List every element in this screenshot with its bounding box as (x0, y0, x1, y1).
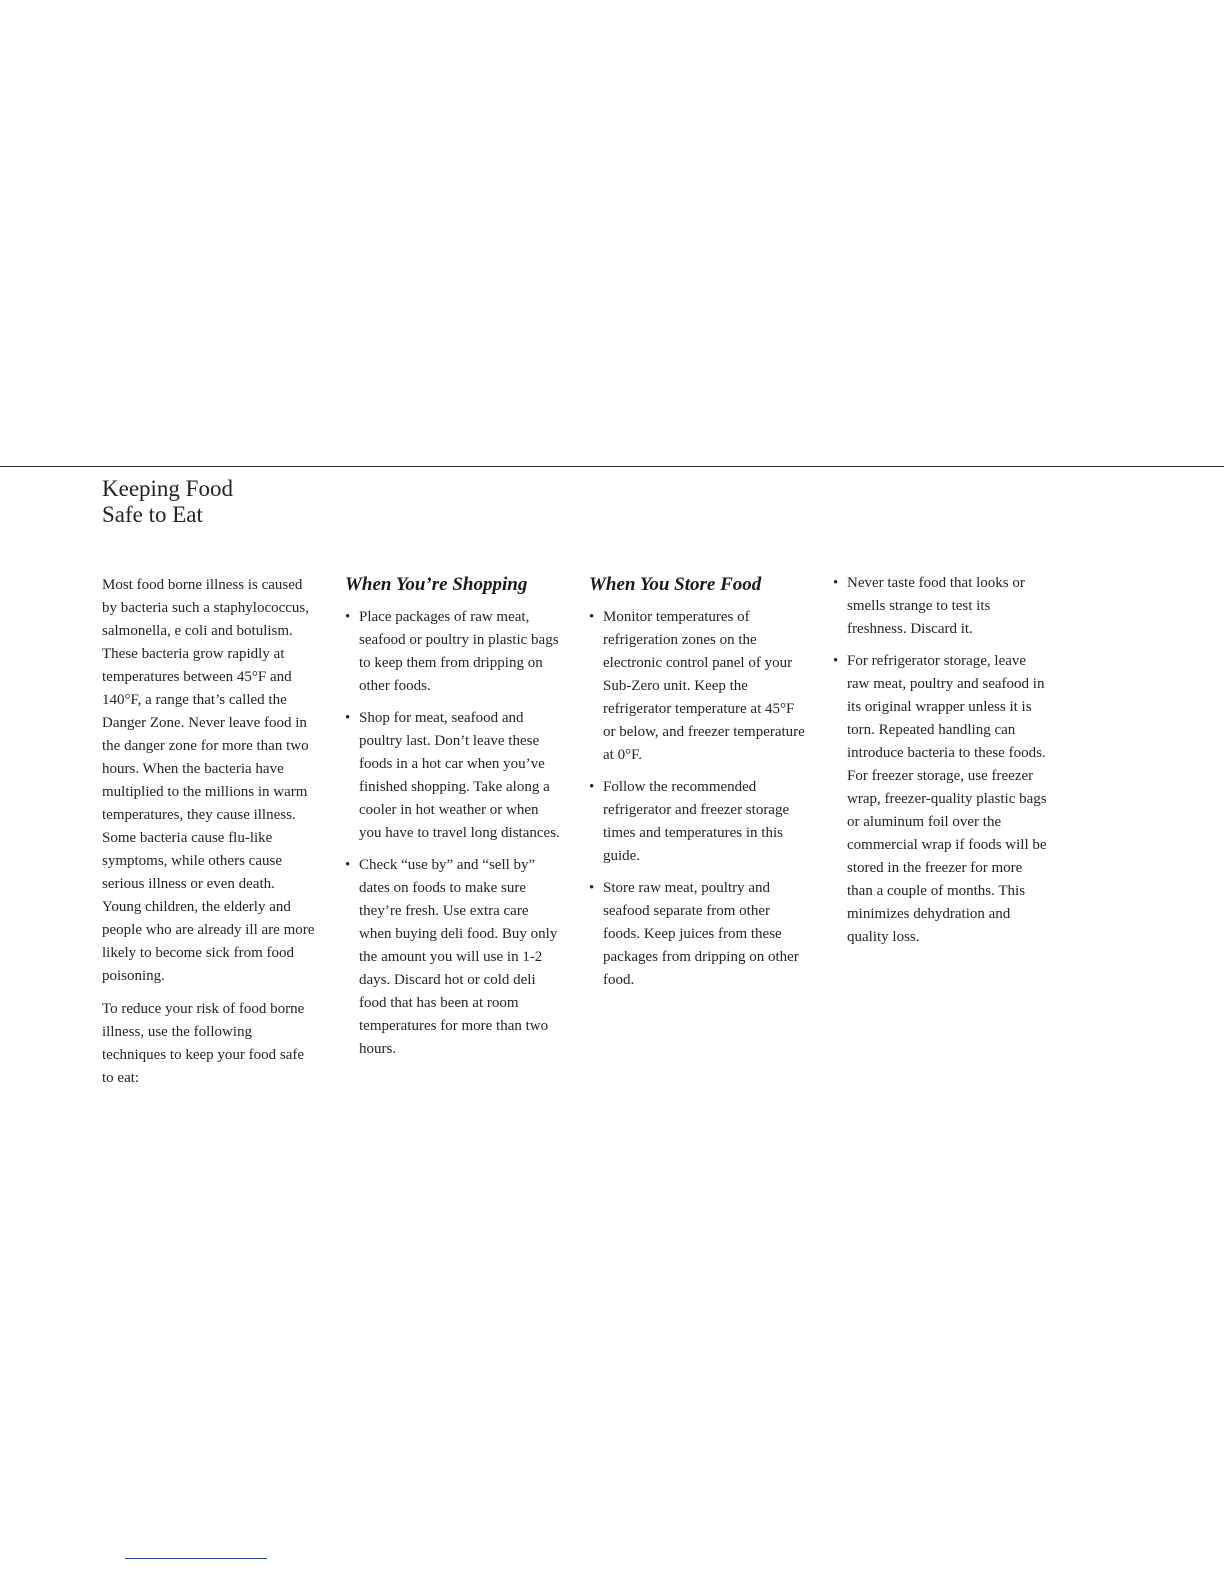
intro-paragraph-1: Most food borne illness is caused by bacteria such a staphylococcus, salmonella, e coli and botulism. These bacteria grow rapidly at temperatures between 45°F and 140°F, a range that’s called the Danger Zone. Never leave food in the danger zone for more than two hours. When the bacteria have multiplied to the millions in warm temperatures, they cause illness. Some bacteria cause flu-like symptoms, while others cause serious illness or even death. Young children, the elderly and people who are already ill are more likely to become sick from food poisoning. (102, 577, 315, 984)
list-item-text: Place packages of raw meat, seafood or poultry in plastic bags to keep them from dripping on other foods. (359, 609, 559, 694)
storing-column (589, 574, 807, 1001)
list-item-text: Follow the recommended refrigerator and freezer storage times and temperatures in this guide. (603, 779, 790, 864)
list-item-text: Never taste food that looks or smells strange to test its freshness. Discard it. (847, 575, 1025, 637)
bullet-icon: • (589, 779, 595, 795)
storing-heading: When You Store Food (589, 574, 762, 595)
storing-list (589, 606, 807, 992)
list-item (589, 606, 807, 767)
list-item (589, 877, 807, 992)
bullet-icon: • (345, 857, 351, 873)
intro-column (102, 574, 317, 1100)
bullet-icon: • (589, 880, 595, 896)
bullet-icon: • (833, 653, 839, 669)
list-item-text: For refrigerator storage, leave raw meat, poultry and seafood in its original wrapper unless it is torn. Repeated handling can introduce bacteria to these foods. For freezer storage, use freezer wrap, freezer-quality plastic bags or aluminum foil over the commercial wrap if foods will be stored in the freezer for more than a couple of months. This minimizes dehydration and quality loss. (847, 653, 1047, 945)
intro-paragraph-2: To reduce your risk of food borne illness, use the following techniques to keep your food safe to eat: (102, 1001, 305, 1086)
page-title-line-1: Keeping Food (102, 476, 233, 501)
list-item-text: Check “use by” and “sell by” dates on foods to make sure they’re fresh. Use extra care when buying deli food. Buy only the amount you will use in 1-2 days. Discard hot or cold deli food that has been at room temperatures for more than two hours. (359, 857, 558, 1057)
list-item (589, 776, 807, 868)
list-item (833, 572, 1051, 641)
list-item (833, 650, 1051, 949)
shopping-list (345, 606, 563, 1061)
list-item-text: Monitor temperatures of refrigeration zones on the electronic control panel of your Sub-Zero unit. Keep the refrigerator temperature at 45°F or below, and freezer temperature at 0°F. (603, 609, 805, 763)
page-title-line-2: Safe to Eat (102, 502, 203, 527)
more-tips-list (833, 572, 1051, 949)
bullet-icon: • (833, 575, 839, 591)
bullet-icon: • (345, 710, 351, 726)
top-divider-line (0, 466, 1224, 467)
shopping-heading: When You’re Shopping (345, 574, 528, 595)
list-item (345, 707, 563, 845)
list-item (345, 854, 563, 1061)
list-item-text: Shop for meat, seafood and poultry last. Don’t leave these foods in a hot car when you’ve finished shopping. Take along a cooler in hot weather or when you have to travel long distances. (359, 710, 560, 841)
list-item-text: Store raw meat, poultry and seafood separate from other foods. Keep juices from these packages from dripping on other food. (603, 880, 799, 988)
bullet-icon: • (589, 609, 595, 625)
more-tips-column (833, 572, 1051, 958)
bullet-icon: • (345, 609, 351, 625)
page-title (102, 476, 233, 528)
shopping-column (345, 574, 563, 1070)
bottom-accent-line (125, 1558, 267, 1559)
list-item (345, 606, 563, 698)
